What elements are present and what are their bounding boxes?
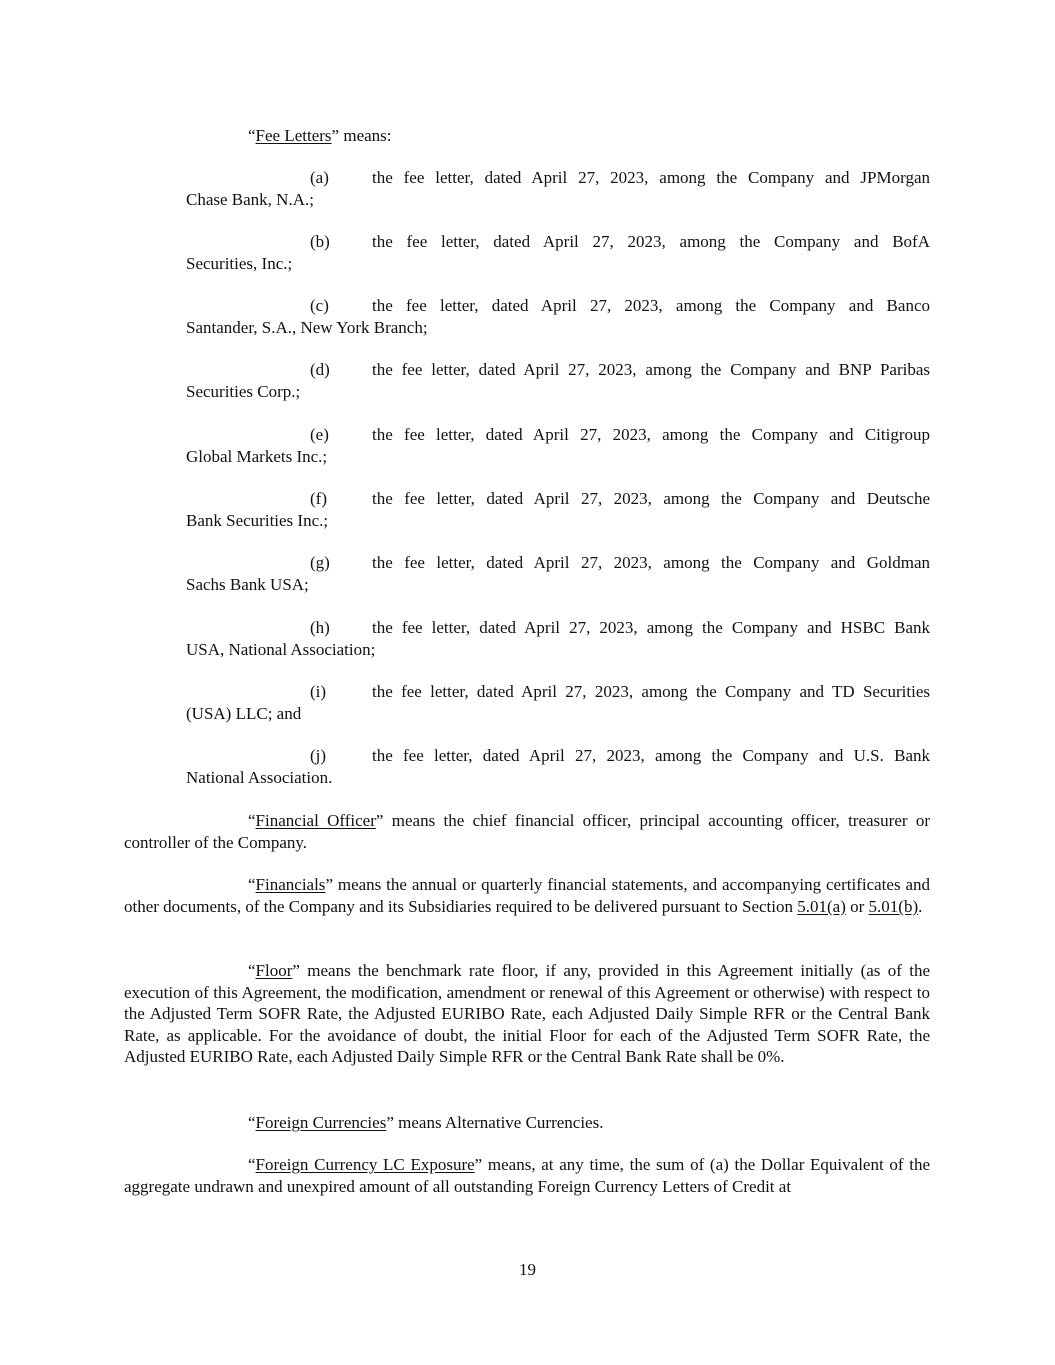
list-item: (a) the fee letter, dated April 27, 2023, among the Company and JPMorgan Chase Bank, N.A.;: [186, 168, 930, 209]
item-label: (b): [310, 232, 330, 251]
item-label: (d): [310, 360, 330, 379]
list-item: (i) the fee letter, dated April 27, 2023, among the Company and TD Securities (USA) LLC; and: [186, 682, 930, 723]
section-reference-link[interactable]: 5.01(a): [797, 896, 846, 916]
definition-fee-letters: “Fee Letters” means:: [248, 126, 392, 145]
list-item: (j) the fee letter, dated April 27, 2023, among the Company and U.S. Bank National Association.: [186, 746, 930, 787]
definition-foreign-currency-lc-exposure: “Foreign Currency LC Exposure” means, at any time, the sum of (a) the Dollar Equivalent of the aggregate undrawn and unexpired amount of all outstanding Foreign Currency Letters of Credit at: [124, 1155, 930, 1196]
list-item: (d) the fee letter, dated April 27, 2023, among the Company and BNP Paribas Securities Corp.;: [186, 360, 930, 401]
list-item: (f) the fee letter, dated April 27, 2023, among the Company and Deutsche Bank Securities Inc.;: [186, 489, 930, 530]
list-item: (h) the fee letter, dated April 27, 2023, among the Company and HSBC Bank USA, National Association;: [186, 618, 930, 659]
definition-floor: “Floor” means the benchmark rate floor, if any, provided in this Agreement initially (as of the execution of this Agreement, the modification, amendment or renewal of this Agreement or otherwise) with respect to the Adjusted Term SOFR Rate, the Adjusted EURIBO Rate, each Adjusted Daily Simple RFR or the Central Bank Rate, as applicable. For the avoidance of doubt, the initial Floor for each of the Adjusted Term SOFR Rate, the Adjusted EURIBO Rate, each Adjusted Daily Simple RFR or the Central Bank Rate shall be 0%.: [124, 961, 930, 1066]
item-label: (a): [310, 168, 329, 187]
defined-term: Foreign Currency LC Exposure: [255, 1155, 475, 1174]
item-label: (g): [310, 553, 330, 572]
defined-term: Fee Letters: [255, 126, 332, 145]
list-item: (b) the fee letter, dated April 27, 2023, among the Company and BofA Securities, Inc.;: [186, 232, 930, 273]
defined-term: Financial Officer: [255, 811, 376, 830]
page-number: 19: [519, 1260, 536, 1279]
list-item: (g) the fee letter, dated April 27, 2023, among the Company and Goldman Sachs Bank USA;: [186, 553, 930, 594]
defined-term: Floor: [255, 961, 293, 980]
item-label: (e): [310, 425, 329, 444]
defined-term: Financials: [255, 875, 326, 894]
item-label: (c): [310, 296, 329, 315]
list-item: (c) the fee letter, dated April 27, 2023, among the Company and Banco Santander, S.A., New York Branch;: [186, 296, 930, 337]
defined-term: Foreign Currencies: [255, 1113, 387, 1132]
definition-financials: “Financials” means the annual or quarterly financial statements, and accompanying certificates and other documents, of the Company and its Subsidiaries required to be delivered pursuant to Section 5.01(a) or 5.01(b).: [124, 875, 930, 916]
definition-foreign-currencies: “Foreign Currencies” means Alternative Currencies.: [248, 1113, 604, 1132]
definition-financial-officer: “Financial Officer” means the chief financial officer, principal accounting officer, treasurer or controller of the Company.: [124, 811, 931, 852]
section-reference-link[interactable]: 5.01(b): [868, 896, 919, 916]
item-label: (i): [310, 682, 327, 701]
item-label: (h): [310, 618, 330, 637]
list-item: (e) the fee letter, dated April 27, 2023, among the Company and Citigroup Global Markets Inc.;: [186, 425, 930, 466]
item-label: (f): [310, 489, 327, 508]
item-label: (j): [310, 746, 327, 765]
